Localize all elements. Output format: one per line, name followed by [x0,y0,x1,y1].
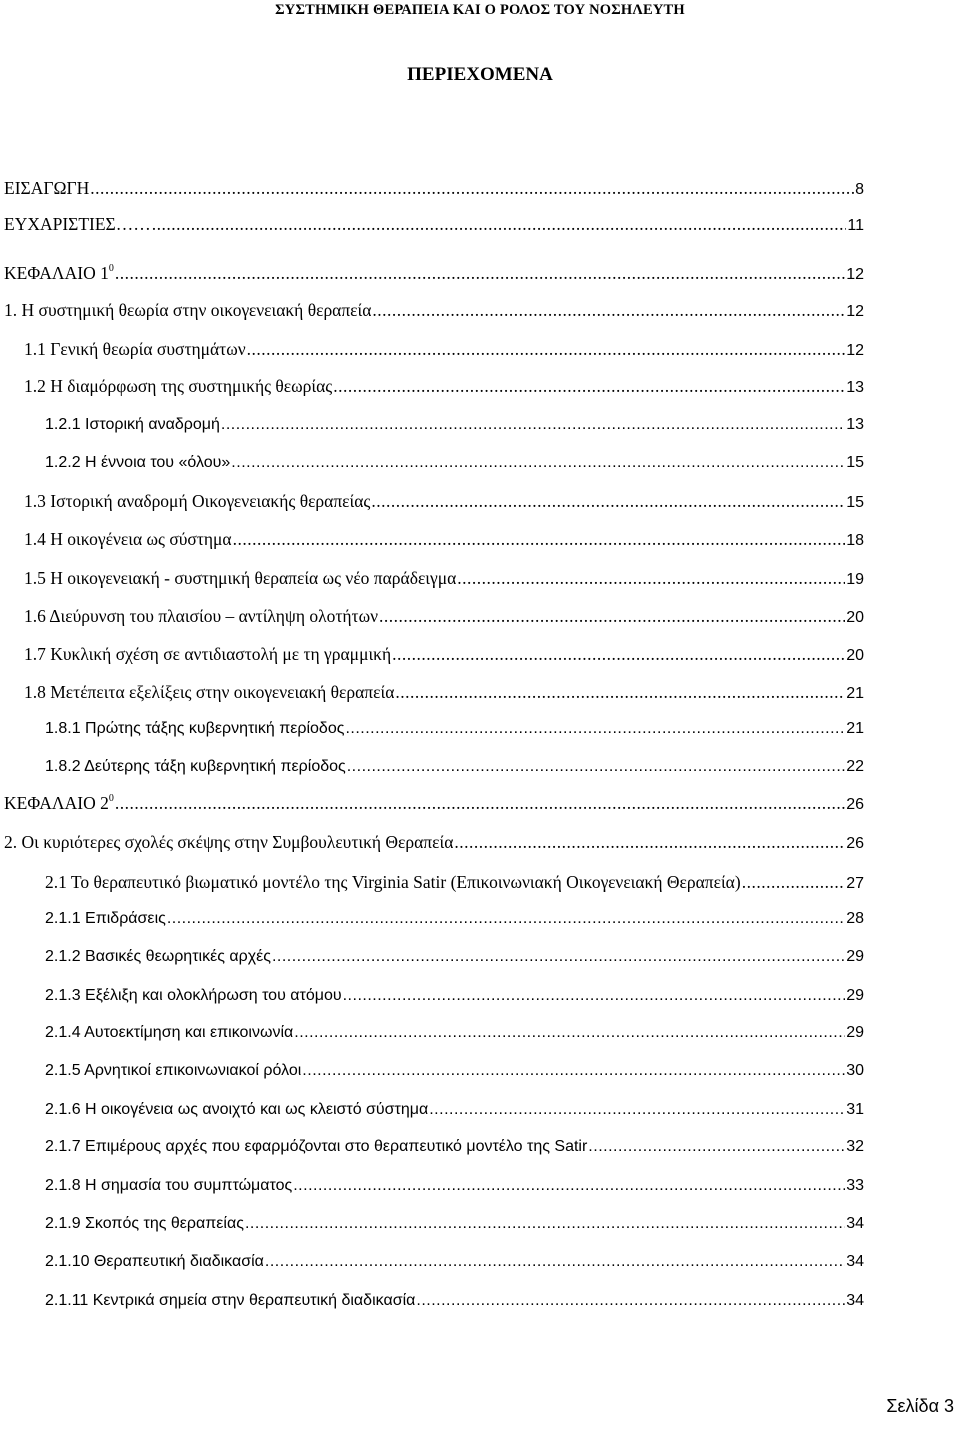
toc-entry[interactable] [4,297,864,323]
toc-entry-page: 31 [846,1101,864,1118]
toc-entry-title [24,488,370,514]
toc-entry-page: 29 [846,987,864,1004]
toc-entry-text: 2.1.6 Η οικογένεια ως ανοιχτό και ως κλειστό σύστημα [45,1101,429,1118]
page-number: Σελίδα 3 [886,1396,954,1416]
toc-entry-page: 13 [846,379,864,396]
toc-entry-title [24,336,246,362]
toc-entry[interactable] [45,412,864,438]
toc-entry-page: 18 [846,532,864,549]
toc-entry[interactable] [45,1134,864,1160]
toc-entry[interactable] [4,829,864,855]
toc-entry-text: 1.8 Μετέπειτα εξελίξεις στην οικογενειακή θεραπεία [24,682,395,702]
toc-entry[interactable] [45,754,864,780]
dot-leader [742,869,846,895]
dot-leader [247,336,846,362]
toc-entry[interactable] [45,869,864,895]
toc-entry-page: 26 [846,796,864,813]
toc-entry-title [45,716,344,742]
toc-entry-text: 1.7 Κυκλική σχέση σε αντιδιαστολή με τη γραμμική [24,644,392,664]
toc-entry-title [45,983,342,1009]
dot-leader [347,754,845,780]
toc-entry-page: 33 [846,1177,864,1194]
toc-entry-text: 1.5 Η οικογενειακή - συστημική θεραπεία ως νέο παράδειγμα [24,568,457,588]
toc-entry-text: 2.1.5 Αρνητικοί επικοινωνιακοί ρόλοι [45,1062,302,1079]
toc-entry-page: 34 [846,1292,864,1309]
toc-entry-page: 30 [846,1062,864,1079]
toc-entry-page: 19 [846,571,864,588]
toc-entry[interactable] [4,175,864,201]
dot-leader [115,260,845,286]
toc-entry-text: 1.8.1 Πρώτης τάξης κυβερνητική περίοδος [45,720,345,737]
toc-entry[interactable] [24,373,864,399]
toc-entry-title [45,1249,264,1275]
dot-leader [429,1097,845,1123]
toc-entry-text: 2.1.4 Αυτοεκτίμηση και επικοινωνία [45,1024,294,1041]
toc-entry-title [24,641,391,667]
toc-entry-text: 1.6 Διεύρυνση του πλαισίου – αντίληψη ολοτήτων [24,606,379,626]
toc-entry[interactable] [45,716,864,742]
dot-leader [588,1134,845,1160]
dot-leader [392,641,845,667]
toc-entry-title [4,829,453,855]
toc-entry-title [4,260,114,286]
toc-entry-text: 2.1.3 Εξέλιξη και ολοκλήρωση του ατόμου [45,987,342,1004]
toc-entry-title [24,679,394,705]
toc-entry-title [45,450,230,476]
dot-leader [371,488,845,514]
dot-leader [231,450,845,476]
toc-entry-page: 27 [846,875,864,892]
dot-leader [345,716,845,742]
toc-entry[interactable] [24,679,864,705]
toc-entry-page: 11 [847,217,864,234]
toc-entry[interactable] [24,641,864,667]
toc-entry-text: 1.1 Γενική θεωρία συστημάτων [24,339,246,359]
toc-entry-title [45,1097,428,1123]
toc-entry-title [45,1020,293,1046]
dot-leader [372,297,845,323]
toc-entry-title [4,211,151,237]
toc-entry-text: 1.2 Η διαμόρφωση της συστημικής θεωρίας [24,376,333,396]
toc-entry-text: 1.8.2 Δεύτερης τάξη κυβερνητική περίοδος [45,758,346,775]
dot-leader [265,1249,845,1275]
toc-entry-page: 12 [846,342,864,359]
toc-entry-page: 32 [846,1138,864,1155]
dot-leader [293,1173,845,1199]
toc-entry-page: 15 [846,454,864,471]
toc-entry-text: 1.3 Ιστορική αναδρομή Οικογενειακής θεραπείας [24,491,371,511]
toc-entry[interactable] [45,944,864,970]
toc-entry-page: 15 [846,494,864,511]
toc-entry-superscript: 0 [108,793,114,805]
toc-entry-title [4,297,371,323]
toc-entry-text: 1. Η συστημική θεωρία στην οικογενειακή θεραπεία [4,300,372,320]
toc-entry-text: 2.1.2 Βασικές θεωρητικές αρχές [45,948,271,965]
toc-entry[interactable] [45,983,864,1009]
toc-title: ΠΕΡΙΕΧΟΜΕΝΑ [407,64,553,85]
toc-entry-text: ΚΕΦΑΛΑΙΟ 1 [4,263,109,283]
toc-entry-title [45,906,166,932]
toc-entry-text: ΕΥΧΑΡΙΣΤΙΕΣ…… [4,214,151,234]
toc-entry-title [4,175,89,201]
toc-entry[interactable] [45,1211,864,1237]
toc-entry-page: 29 [846,1024,864,1041]
dot-leader [167,906,845,932]
dot-leader [245,1211,845,1237]
toc-entry[interactable] [45,1020,864,1046]
toc-entry-page: 21 [846,720,864,737]
toc-entry-text: 2.1.7 Επιμέρους αρχές που εφαρμόζονται στο θεραπευτικό μοντέλο της Satir [45,1138,588,1155]
toc-entry-page: 20 [846,647,864,664]
dot-leader [454,829,845,855]
toc-entry-page: 34 [846,1253,864,1270]
running-header: ΣΥΣΤΗΜΙΚΗ ΘΕΡΑΠΕΙΑ ΚΑΙ Ο ΡΟΛΟΣ ΤΟΥ ΝΟΣΗΛΕΥΤΗ [275,2,685,18]
dot-leader [90,175,854,201]
toc-entry-text: 1.4 Η οικογένεια ως σύστημα [24,529,232,549]
toc-entry-title [24,373,332,399]
toc-entry-page: 34 [846,1215,864,1232]
toc-entry-page: 12 [846,266,864,283]
toc-entry-title [45,1288,415,1314]
toc-entry[interactable] [45,1288,864,1314]
toc-entry-text: 2.1 Το θεραπευτικό βιωματικό μοντέλο της Virginia Satir (Επικοινωνιακή Οικογενειακή Θεραπεία) [45,872,741,892]
toc-entry-page: 20 [846,609,864,626]
toc-entry[interactable] [4,790,864,816]
toc-entry-title [45,869,741,895]
toc-entry[interactable] [24,336,864,362]
toc-entry-page: 12 [846,303,864,320]
dot-leader [152,211,847,237]
toc-entry-page: 26 [846,835,864,852]
toc-entry-text: ΚΕΦΑΛΑΙΟ 2 [4,793,109,813]
toc-entry-title [45,1211,244,1237]
toc-entry[interactable] [24,488,864,514]
toc-entry[interactable] [24,526,864,552]
dot-leader [379,603,845,629]
toc-entry[interactable] [45,906,864,932]
dot-leader [333,373,845,399]
toc-entry-title [4,790,114,816]
dot-leader [272,944,845,970]
dot-leader [395,679,845,705]
toc-entry[interactable] [45,450,864,476]
toc-entry[interactable] [45,1249,864,1275]
toc-entry-page: 28 [846,910,864,927]
toc-entry-title [24,603,378,629]
toc-entry-text: 2.1.9 Σκοπός της θεραπείας [45,1215,244,1232]
dot-leader [416,1288,845,1314]
dot-leader [221,412,845,438]
toc-entry-title [24,526,232,552]
toc-entry[interactable] [24,565,864,591]
toc-entry-title [45,754,346,780]
toc-entry-page: 13 [846,416,864,433]
toc-entry[interactable] [24,603,864,629]
toc-entry-title [45,944,271,970]
toc-entry-text: 1.2.2 Η έννοια του «όλου» [45,454,231,471]
toc-entry-title [45,1058,301,1084]
toc-entry-text: 1.2.1 Ιστορική αναδρομή [45,416,220,433]
toc-entry-title [45,1134,587,1160]
toc-entry-text: 2.1.11 Κεντρικά σημεία στην θεραπευτική διαδικασία [45,1292,416,1309]
toc-entry-text: 2. Οι κυριότερες σχολές σκέψης στην Συμβουλευτική Θεραπεία [4,832,454,852]
toc-entry[interactable] [45,1173,864,1199]
dot-leader [233,526,846,552]
toc-entry-superscript: 0 [108,263,114,275]
toc-entry-text: 2.1.1 Επιδράσεις [45,910,166,927]
toc-entry-title [24,565,456,591]
toc-entry-text: 2.1.10 Θεραπευτική διαδικασία [45,1253,264,1270]
dot-leader [294,1020,845,1046]
toc-entry-text: ΕΙΣΑΓΩΓΗ [4,178,90,198]
dot-leader [115,790,845,816]
toc-entry-page: 8 [855,181,864,198]
dot-leader [343,983,846,1009]
toc-entry[interactable] [4,211,864,237]
toc-entry-text: 2.1.8 Η σημασία του συμπτώματος [45,1177,293,1194]
dot-leader [457,565,845,591]
toc-entry[interactable] [45,1097,864,1123]
toc-entry[interactable] [45,1058,864,1084]
toc-entry[interactable] [4,260,864,286]
dot-leader [302,1058,845,1084]
toc-entry-page: 22 [846,758,864,775]
toc-entry-page: 21 [846,685,864,702]
toc-entry-title [45,1173,292,1199]
toc-entry-page: 29 [846,948,864,965]
toc-entry-title [45,412,220,438]
